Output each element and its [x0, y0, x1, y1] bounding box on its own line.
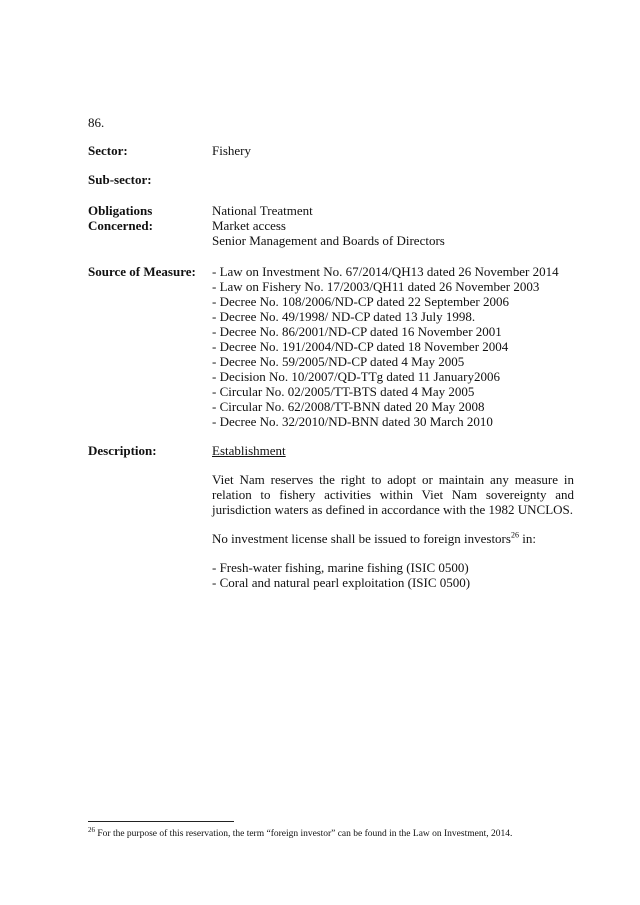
footnote-ref: 26: [510, 530, 519, 540]
bullet-item: - Coral and natural pearl exploitation (ISIC 0500): [212, 575, 471, 590]
source-item: - Law on Investment No. 67/2014/QH13 dated 26 November 2014: [212, 264, 559, 279]
footnote: [88, 825, 588, 839]
description-heading: Establishment: [212, 443, 286, 458]
obligations-list: [212, 203, 574, 248]
source-list: [212, 264, 574, 429]
paragraph2-end: in:: [518, 531, 536, 546]
footnote-number: 26: [88, 825, 95, 834]
source-item: - Decision No. 10/2007/QD-TTg dated 11 January2006: [212, 369, 500, 384]
sector-row: [88, 143, 588, 159]
source-item: - Decree No. 59/2005/ND-CP dated 4 May 2005: [212, 354, 465, 369]
description-label: Description:: [88, 443, 157, 458]
source-item: - Decree No. 32/2010/ND-BNN dated 30 March 2010: [212, 414, 493, 429]
obligation-item: Market access: [212, 218, 286, 233]
sub-sector-row: [88, 172, 588, 188]
footnote-text: For the purpose of this reservation, the term “foreign investor” can be found in the Law on Investment, 2014.: [95, 829, 513, 839]
obligations-label-line2: Concerned:: [88, 218, 153, 233]
source-item: - Decree No. 191/2004/ND-CP dated 18 November 2004: [212, 339, 509, 354]
source-item: - Law on Fishery No. 17/2003/QH11 dated 26 November 2003: [212, 279, 540, 294]
obligations-label: [88, 203, 208, 233]
source-item: - Decree No. 49/1998/ ND-CP dated 13 July 1998.: [212, 309, 476, 324]
description-row: [88, 443, 588, 623]
source-item: - Circular No. 62/2008/TT-BNN dated 20 May 2008: [212, 399, 485, 414]
obligation-item: Senior Management and Boards of Directors: [212, 233, 445, 248]
description-paragraph: Viet Nam reserves the right to adopt or maintain any measure in relation to fishery activities within Viet Nam sovereignty and jurisdiction waters as defined in accordance with the 1982 UNCLOS.: [212, 472, 574, 517]
source-row: [88, 264, 588, 430]
obligations-row: [88, 203, 588, 249]
obligations-label-line1: Obligations: [88, 203, 153, 218]
description-body: [212, 443, 574, 590]
source-item: - Circular No. 02/2005/TT-BTS dated 4 May 2005: [212, 384, 475, 399]
source-label: Source of Measure:: [88, 264, 196, 279]
source-item: - Decree No. 108/2006/ND-CP dated 22 September 2006: [212, 294, 510, 309]
obligation-item: National Treatment: [212, 203, 313, 218]
paragraph2-text: No investment license shall be issued to foreign investors: [212, 531, 511, 546]
footnote-divider: [88, 821, 234, 822]
sector-label: Sector:: [88, 143, 128, 158]
sector-value: Fishery: [212, 143, 251, 158]
bullet-item: - Fresh-water fishing, marine fishing (ISIC 0500): [212, 560, 469, 575]
source-item: - Decree No. 86/2001/ND-CP dated 16 November 2001: [212, 324, 502, 339]
description-paragraph-2: [212, 531, 574, 546]
entry-number: 86.: [88, 115, 105, 130]
sub-sector-label: Sub-sector:: [88, 172, 152, 187]
